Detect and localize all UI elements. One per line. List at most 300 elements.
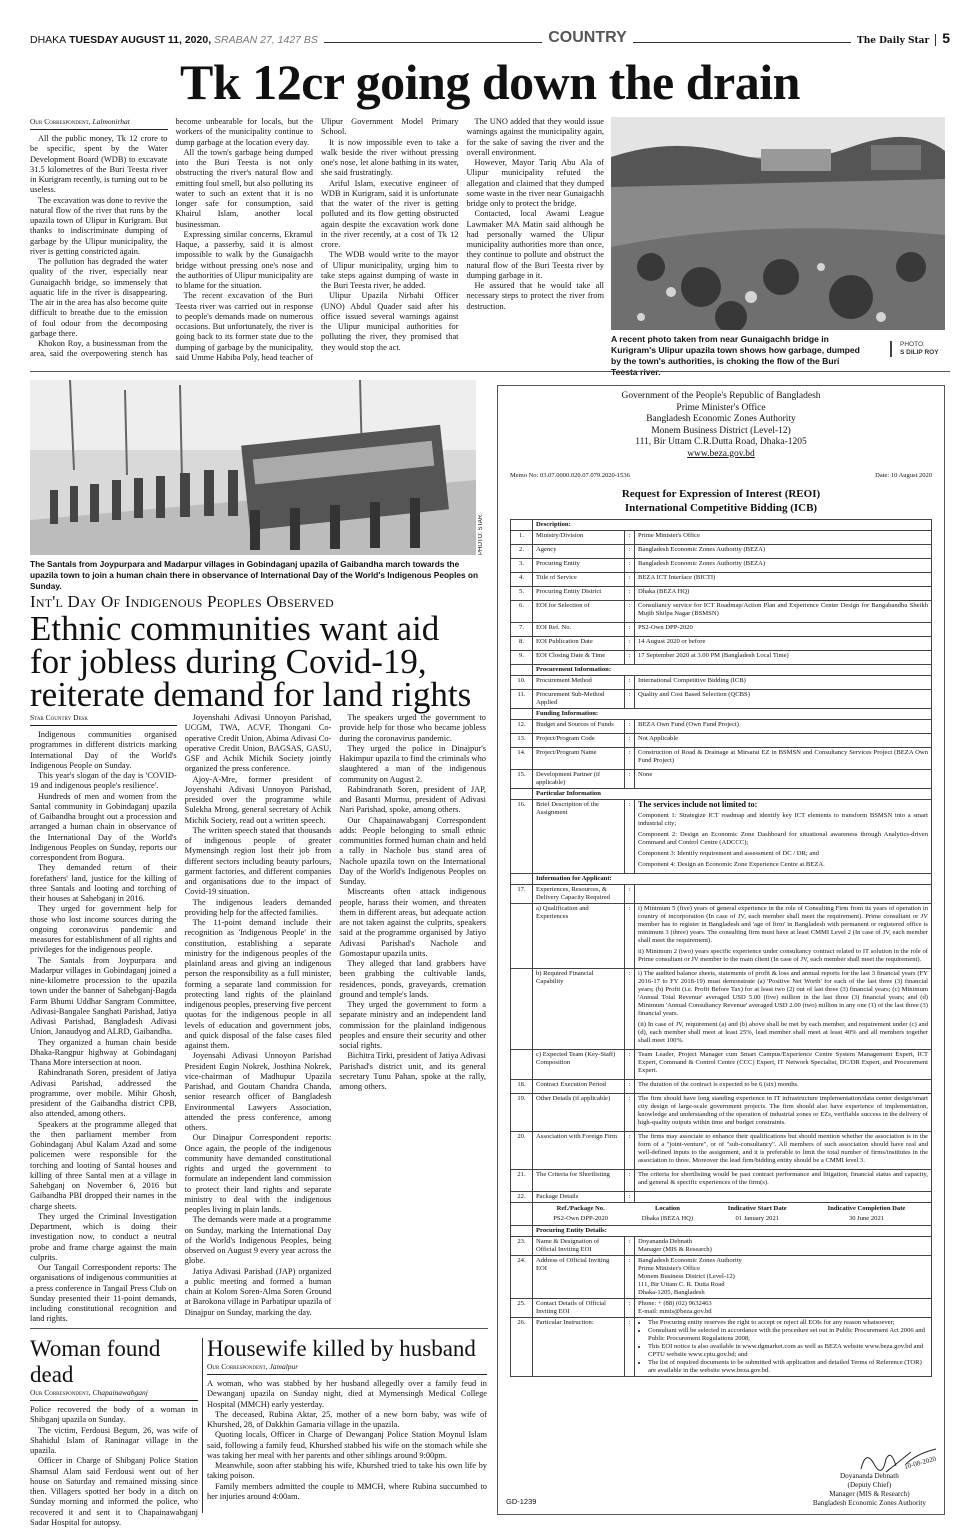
paragraph: Joyensahi Adivasi Unnoyon Parishad President Eugin Nokrek, Josthina Nokrek, vice-chairman of Madhupur Upazila Parishad, and Goutam Chandra Chanda, senior research officer of Bangladesh Environmental Lawyers Association, attended the press conference, among others. — [184, 1051, 332, 1132]
row-label: EOI for Selection of — [533, 601, 625, 623]
paragraph: The demands were made at a programme on Sunday, marking the International Day of the World's Indigenous Peoples, being observed on August 9 every year across the globe. — [184, 1215, 332, 1266]
colon: : — [625, 770, 635, 789]
package-cell: Dhaka (BEZA HQ) — [641, 1215, 694, 1222]
row-label: Agency — [533, 545, 625, 559]
row-value — [635, 734, 932, 748]
paragraph: Indigenous communities organised programmes in different districts marking International Day of the World's Indigenous People on Sunday. — [30, 730, 177, 770]
instruction-item: • This EOI notice is also available in www.dgmarket.com as well as BEZA website www.beza.gov.bd and CPTU website www.cptu.gov.bd; and — [648, 1343, 928, 1359]
row-number: 1. — [511, 531, 533, 545]
woman-body — [30, 1405, 198, 1528]
table-row — [511, 1094, 932, 1132]
paragraph: Khokon Roy, a businessman from the area, said the overpowering stench has become unbearable for locals, but the workers of the municipality continue to dump garbage at the location every day. — [30, 117, 313, 359]
colon: : — [625, 885, 635, 904]
table-row — [511, 559, 932, 573]
paragraph: The Santals from Joypurpara and Madarpur villages in Gobindaganj joined a nine-kilometre procession to the upazila town under the banner of Sahebganj-Bagda Farm Bhumi Uddhar Sangram Committee, Adivasi-Bangalee Sanghati Parishad, Jatiya Adivasi Parishad, Bangladesh Adivasi Union, Janaudyog and ALRD, Gaibandha. — [30, 955, 177, 1037]
value-line: Bangladesh Economic Zones Authority (BEZA) — [638, 560, 766, 567]
procession-photo-caption: The Santals from Joypurpara and Madarpur villages in Gobindaganj upazila of Gaibandha march towards the upazila town to join a human chain there in observance of International Day of the World's Indigenous Peoples on Sunday. — [30, 559, 479, 591]
table-row — [511, 969, 932, 1050]
row-number: 10. — [511, 676, 533, 690]
section-heading: Particular Information — [533, 789, 932, 800]
value-line: International Competitive Bidding (ICB) — [638, 677, 746, 684]
row-value — [635, 531, 932, 545]
package-cell: PS2-Own DPP-2020 — [553, 1215, 609, 1222]
value-line: PS2-Own DPP-2020 — [638, 624, 693, 631]
lead-article — [30, 117, 604, 367]
letterhead-line: Monem Business District (Level-12) — [651, 425, 791, 436]
value-line: None — [638, 771, 653, 778]
value-line: (ii) In case of JV, requirement (a) and (b) above shall be met by each member, and requirement under (c) and (d), each member shall meet at least 25%, lead member shall meet at least 40% and all members together shall meet 100%. — [638, 1021, 928, 1044]
table-row — [511, 545, 932, 559]
table-row — [511, 789, 932, 800]
colon: : — [625, 545, 635, 559]
procession-photo-image — [30, 380, 476, 555]
row-label: b) Required Financial Capability — [533, 969, 625, 1050]
row-value — [635, 1237, 932, 1256]
row-label: Contact Details of Official Inviting EOI — [533, 1299, 625, 1318]
row-label: Procuring Entity District — [533, 587, 625, 601]
value-line: i) The audited balance sheets, statements of profit & loss and annual reports for the last 3 financial years (FY 2016-17 to FY 2018-19) must demonstrate (a) 'Positive Net Worth' for each of the last three (3) financial years; (b) Profit (i.e. Profit Before Tax) for at least two (2) out of last three (3) financial years; (c) Minimum 'Annual Total Revenue' averaged USD 5.00 (five) million in the last three (3) financial years; and (d) Minimum 'Annual Consultancy Revenue' averaged USD 2.00 (two) million in any one (1) of the last three (3) financial years. — [638, 970, 928, 1017]
value-line: BEZA Own Fund (Own Fund Project) — [638, 721, 739, 728]
paragraph: The written speech stated that thousands of indigenous people of greater Mymensingh region lost their job from different sectors including beauty parlours, garment factories, and different companies and organisations due to the impact of Covid-19 situation. — [184, 825, 332, 897]
row-label: Project/Program Code — [533, 734, 625, 748]
instruction-item: • The list of required documents to be submitted with application and detailed Terms of Reference (TOR) are available in the website www.beza.gov.bd. — [648, 1359, 928, 1375]
paragraph: Meanwhile, soon after stabbing his wife, Khurshed tried to take his own life by taking poison. — [207, 1461, 487, 1481]
paragraph: Ulipur Upazila Nirbahi Officer (UNO) Abdul Quader said after his office issued several warnings against the Ulipur municipal authorities for polluting the river, they promised that they would stop the act. — [321, 291, 459, 352]
row-label: Experiences, Resources, & Delivery Capacity Required — [533, 885, 625, 904]
paragraph: Ajoy-A-Mre, former president of Joyenshahi Adivasi Unnoyon Parishad, presided over the programme while Sulekha Mrong, general secretary of Achik Michik Society, read out a written speech. — [184, 774, 332, 825]
row-number: 14. — [511, 748, 533, 770]
paragraph: Miscreants often attack indigenous people, harass their women, and threaten them in different areas, but adequate action are not taken against the culprits, speakers said at the programme organised by Jatiyo Adivasi Parishad's Nachole and Gomostapur upazila units. — [339, 887, 486, 958]
paragraph: He assured that he would take all necessary steps to protect the river from destruction. — [466, 281, 604, 311]
table-row — [511, 885, 932, 904]
value-line: Component 1: Strategize ICT roadmap and identify key ICT elements to transform BSMSN into a smart industrial city; — [638, 812, 928, 827]
value-line: The services include not limited to: — [638, 800, 758, 809]
row-number: 2. — [511, 545, 533, 559]
row-number — [511, 969, 533, 1050]
package-column-header: Indicative Completion Date — [827, 1205, 906, 1212]
section-heading: Description: — [533, 520, 932, 531]
colon: : — [625, 1192, 635, 1203]
section-name: COUNTRY — [548, 29, 627, 46]
table-row — [511, 573, 932, 587]
row-value — [635, 904, 932, 969]
row-number: 3. — [511, 559, 533, 573]
paragraph: Police recovered the body of a woman in Shibganj upazila on Sunday. — [30, 1405, 198, 1425]
instruction-list — [638, 1319, 928, 1375]
row-value — [635, 623, 932, 637]
colon: : — [625, 969, 635, 1050]
row-value — [635, 1132, 932, 1170]
value-line: Construction of Road & Drainage at Mirsarai EZ in BSMSN and Consultancy Services Project (BEZA Own Fund Project) — [638, 749, 928, 764]
package-cell: 30 June 2021 — [848, 1215, 885, 1222]
colon: : — [625, 748, 635, 770]
row-label: EOI Closing Date & Time — [533, 651, 625, 665]
paragraph: They urged the police in Dinajpur's Hakimpur upazila to find the criminals who slaughtered a man of the indigenous community on August 2. — [339, 743, 486, 784]
paragraph: Jatiya Adivasi Parishad (JAP) organized a public meeting and formed a human chain at Kolom Soren-Alma Soren Ground at Barokona village in Parbatipur upazila of Dinajpur on Sunday, marking the day. — [184, 1266, 332, 1317]
housewife-headline: Housewife killed by husband — [207, 1336, 476, 1361]
row-number: 19. — [511, 1094, 533, 1132]
section-divider — [30, 1328, 488, 1329]
row-number: 21. — [511, 1170, 533, 1192]
paragraph: They alleged that land grabbers have been grabbing the cultivable lands, residences, ponds, graveyards, cremation ground and temple's lands. — [339, 959, 486, 999]
colon: : — [625, 587, 635, 601]
table-row — [511, 531, 932, 545]
memo-line — [510, 472, 932, 480]
package-details-row — [511, 1203, 932, 1226]
header-rule — [633, 42, 851, 43]
row-number: 22. — [511, 1192, 533, 1203]
row-number: 23. — [511, 1237, 533, 1256]
row-label: Development Partner (if applicable) — [533, 770, 625, 789]
row-number: 11. — [511, 690, 533, 709]
lead-headline: Tk 12cr going down the drain — [180, 54, 800, 110]
gd-number: GD-1239 — [506, 1497, 537, 1506]
row-value — [635, 1192, 932, 1203]
paragraph: The recent excavation of the Buri Teesta river was carried out in response to people's demands made on numerous occasions. But unfortunately, the river is going back to its former state due to the dumping of garbage by the municipality, said Umme Habiba Poly, head teacher of Ulipur Government Model Primary School. — [175, 117, 459, 362]
paragraph: The WDB would write to the mayor of Ulipur municipality, urging him to take steps against dumping of waste in the Buri Teesta river, he added. — [321, 250, 459, 290]
paragraph: They demanded return of their forefathers' land, justice for the killing of three Santals and looting and torching of their houses at Sahebganj in 2016. — [30, 863, 177, 903]
paragraph: The 11-point demand include their recognition as 'Indigenous People' in the constitution, establishing a separate ministry for the indigenous peoples of the plainland areas and giving an indigenous person the responsibility as a full minister, forming a separate land commission for protecting land rights of the plainland indigenous peoples, preserving five percent quotas for the indigenous people in all levels of education and government jobs, and quick disposal of the false cases filed against them. — [184, 918, 332, 1050]
row-number: 13. — [511, 734, 533, 748]
value-line: i) Minimum 5 (five) years of general experience in the role of Consulting Firm from its years of operation in country of incorporation (In case of JV, each member shall meet the requirement). Prime consultant or JV member has to register in Bangladesh and 'age of firm' in Bangladesh with permanent or registered office is minimum 3 (three) years. The consulting firm must have at least CMMI Level 2 (In case of JV, each member shall meet the requirement). — [638, 905, 928, 944]
colon: : — [625, 559, 635, 573]
paragraph: Hundreds of men and women from the Santal community in Gobindaganj upazila of Gaibandha brought out a procession and arranged a human chain in observance of the International Day of the World's Indigenous Peoples on Sunday, reports our correspondent from Bogura. — [30, 791, 177, 862]
letterhead-line: 111, Bir Uttam C.R.Dutta Road, Dhaka-1205 — [635, 437, 807, 447]
row-value — [635, 573, 932, 587]
colon: : — [625, 1094, 635, 1132]
table-row — [511, 1256, 932, 1299]
paragraph: All the public money, Tk 12 crore to be specific, spent by the Water Development Board (WDB) to excavate 31.5 kilometres of the Buri Teesta river in Kurigram recently, is turning out to be useless. — [30, 134, 168, 195]
row-number: 4. — [511, 573, 533, 587]
header-city: DHAKA — [30, 34, 67, 46]
row-value — [635, 770, 932, 789]
row-value — [635, 885, 932, 904]
table-row — [511, 665, 932, 676]
paragraph: Our Chapainawabganj Correspondent adds: People belonging to small ethnic communities formed human chain and held a rally in Nachole bus stand area of Nachole upazila town on the International Day of the World's Indigenous Peoples on Sunday. — [339, 815, 486, 886]
value-line: The duration of the contract is expected to be 6 (six) months. — [638, 1081, 799, 1088]
row-value — [635, 1094, 932, 1132]
colon: : — [625, 904, 635, 969]
value-line: 111, Bir Uttam C. R. Dutta Road — [638, 1281, 725, 1288]
table-row — [511, 651, 932, 665]
row-number: 26. — [511, 1318, 533, 1377]
row-value — [635, 637, 932, 651]
eoi-table — [510, 519, 932, 1377]
svg-text:10-08-2020: 10-08-2020 — [903, 1454, 938, 1471]
notice-title: Request for Expression of Interest (REOI) — [621, 488, 821, 500]
paragraph: The excavation was done to revive the natural flow of the river that runs by the upazila town of Ulipur in Kurigram. But thanks to indiscriminate dumping of garbage by the Ulipur municipality, the river is getting constricted again. — [30, 195, 168, 256]
table-row — [511, 748, 932, 770]
signatory-block — [813, 1472, 926, 1508]
housewife-byline: Our Correspondent, Jamalpur — [207, 1362, 487, 1375]
signatory-line: Doyananda Debnath — [839, 1472, 899, 1480]
row-label: EOI Publication Date — [533, 637, 625, 651]
beza-eoi-notice — [497, 385, 945, 1515]
paragraph: They urged the government to form a separate ministry and an independent land commission for the plainland indigenous peoples and ensure their security and other social rights. — [339, 1000, 486, 1050]
river-photo-credit: PHOTO: S DILIP ROY — [890, 341, 950, 357]
value-line: Bangladesh Economic Zones Authority — [638, 1257, 742, 1264]
lead-body — [30, 117, 604, 367]
colon: : — [625, 1170, 635, 1192]
paragraph: Contacted, local Awami League Lawmaker MA Matin said although he had personally warned the Ulipur municipality authorities more than once, they continue to pollute and obstruct the natural flow of the Buri Teesta river by dumping garbage in it. — [466, 209, 604, 280]
ethnic-kicker: Int'l Day Of Indigenous Peoples Observed — [30, 592, 334, 611]
paragraph: Ariful Islam, executive engineer of WDB in Kurigram, said it is unfortunate that the water of the river is getting polluted and its flow getting obstructed again despite the excavation work done in the river recently, at a cost of Tk 12 crore. — [321, 178, 459, 249]
signatory-line: (Deputy Chief) — [847, 1481, 892, 1489]
letterhead-line: Government of the People's Republic of Bangladesh — [621, 391, 821, 401]
row-value — [635, 676, 932, 690]
row-label: Particular Instruction: — [533, 1318, 625, 1377]
row-number: 12. — [511, 720, 533, 734]
colon: : — [625, 690, 635, 709]
row-value — [635, 1050, 932, 1080]
row-label: Brief Description of the Assignment — [533, 800, 625, 874]
letterhead-line: Bangladesh Economic Zones Authority — [646, 414, 796, 424]
table-row — [511, 1192, 932, 1203]
column-divider — [202, 1338, 203, 1513]
row-label: Address of Official Inviting EOI — [533, 1256, 625, 1299]
letterhead-line: Prime Minister's Office — [676, 402, 766, 413]
row-number — [511, 1050, 533, 1080]
row-label: Contract Execution Period — [533, 1080, 625, 1094]
value-line: Consultancy service for ICT Roadmap/Action Plan and Experience Center Design for Bangabandhu Sheikh Mujib Shilpa Nagar (BSMSN) — [638, 602, 928, 617]
package-column-header: Ref./Package No. — [556, 1205, 605, 1212]
table-row — [511, 1132, 932, 1170]
value-line: Team Leader, Project Manager cum Smart Campus/Experience Centre System Management Expert, ICT Expert, Command & Control Centre (CCC) Expert, IT Network Specialist, DC/DR Expert, and Procurement Expert. — [638, 1051, 928, 1074]
colon: : — [625, 1080, 635, 1094]
ethnic-headline: Ethnic communities want aid for jobless during Covid-19, reiterate demand for land rights — [30, 609, 472, 714]
page-header — [30, 30, 950, 46]
table-row — [511, 1226, 932, 1237]
notice-website[interactable]: www.beza.gov.bd — [687, 448, 755, 459]
row-label: Procurement Method — [533, 676, 625, 690]
row-label: a) Qualification and Experiences — [533, 904, 625, 969]
lead-byline: Our Correspondent, Lalmonirhat — [30, 117, 168, 130]
section-heading: Information for Applicant: — [533, 874, 932, 885]
value-line: Dhaka-1205, Bangladesh — [638, 1289, 705, 1296]
table-row — [511, 874, 932, 885]
woman-byline: Our Correspondent, Chapainawabganj — [30, 1388, 198, 1401]
river-photo-caption: A recent photo taken from near Gunaigachh bridge in Kurigram's Ulipur upazila town shows how garbage, dumped by the town's authorities, is choking the flow of the Buri Teesta river. — [611, 334, 860, 377]
row-label: Package Details — [533, 1192, 625, 1203]
colon: : — [625, 573, 635, 587]
row-number: 16. — [511, 800, 533, 874]
table-row — [511, 800, 932, 874]
value-line: Doyananda Debnath — [638, 1238, 693, 1245]
table-row — [511, 676, 932, 690]
header-date: TUESDAY AUGUST 11, 2020, — [69, 34, 212, 46]
section-heading: Procurement Information: — [533, 665, 932, 676]
row-value — [635, 1299, 932, 1318]
row-label: Procuring Entity — [533, 559, 625, 573]
table-row — [511, 1170, 932, 1192]
housewife-body — [207, 1379, 487, 1502]
paragraph: The victim, Ferdousi Begum, 26, was wife of Shahidul Islam of Raninagar village in the upazila. — [30, 1425, 198, 1455]
value-line: Not Applicable — [638, 735, 679, 742]
notice-letterhead — [510, 391, 932, 449]
table-row — [511, 734, 932, 748]
colon: : — [625, 734, 635, 748]
row-number: 24. — [511, 1256, 533, 1299]
instruction-item: • The Procuring entity reserves the right to accept or reject all EOIs for any reason whatsoever; — [648, 1319, 928, 1327]
table-row — [511, 1237, 932, 1256]
row-number — [511, 904, 533, 969]
row-label: EOI Ref. No. — [533, 623, 625, 637]
row-number: 5. — [511, 587, 533, 601]
colon: : — [625, 651, 635, 665]
river-photo-image — [611, 117, 945, 330]
package-row — [536, 1214, 928, 1224]
package-header — [536, 1204, 928, 1214]
value-line: Bangladesh Economic Zones Authority (BEZA) — [638, 546, 766, 553]
value-line: Prime Minister's Office — [638, 1265, 700, 1272]
table-row: 26. Particular Instruction: : • The Procuring entity reserves the right to accept or reject all EOIs for any reason whatsoever; • Consultant will be selected in accordance with the procedure set out in Public Procurement Act 2006 and Public Procurement Regulations 2008; • This EOI notice is also available in www.dgmarket.com as well as BEZA website www.beza.gov.bd and CPTU website www.cptu.gov.bd; and • The list of required documents to be submitted with application and detailed Terms of Reference (TOR) are available in the website www.beza.gov.bd. — [511, 1318, 932, 1377]
value-line: Phone: + (88) (02) 9632463 — [638, 1300, 712, 1307]
ethnic-body — [30, 713, 486, 1325]
woman-found-dead-article — [30, 1336, 198, 1528]
row-label: Association with Foreign Firm — [533, 1132, 625, 1170]
signatory-line: Manager (MIS & Research) — [829, 1490, 910, 1498]
table-row — [511, 720, 932, 734]
value-line: Monem Business District (Level-12) — [638, 1273, 735, 1280]
paragraph: Expressing similar concerns, Ekramul Haque, a passerby, said it is almost impossible to walk by the Gunaigachh bridge without pressing one's nose and the authorities of Ulipur municipality are to blame for the situation. — [175, 229, 313, 290]
paragraph: However, Mayor Tariq Abu Ala of Ulipur municipality refuted the allegation and claimed that they dumped some waste in the river near Gunaigachh bridge only to protect the bridge. — [466, 158, 604, 208]
row-label: Budget and Sources of Funds — [533, 720, 625, 734]
paragraph: This year's slogan of the day is 'COVID-19 and indigenous people's resilience'. — [30, 771, 177, 791]
row-number: 25. — [511, 1299, 533, 1318]
table-row — [511, 601, 932, 623]
section-divider — [30, 371, 950, 372]
paragraph: Joyenshahi Adivasi Unnoyon Parishad, UCGM, TWA, ACVF, Thongani Co-operative Credit Union, Abima Adivasi Co-operative Credit Union, BAGSAS, GASU, GSF and Achik Michik Society jointly organized the press conference. — [184, 713, 332, 774]
paragraph: The UNO added that they would issue warnings against the municipality again, for the sake of saving the river and the overall environment. — [466, 117, 604, 157]
paragraph: They urged for government help for those who lost income sources during the ongoing coronavirus pandemic and measures for establishment of all rights and privileges for the indigenous people. — [30, 904, 177, 955]
paragraph: Quoting locals, Officer in Charge of Dewanganj Police Station Moynul Islam said, following a family feud, Khurshed stabbed his wife on the stomach while she was taking her meal with her parents and other siblings around 9:00pm. — [207, 1430, 487, 1460]
value-line: Prime Minister's Office — [638, 532, 700, 539]
row-value — [635, 601, 932, 623]
package-table — [536, 1204, 928, 1224]
memo-number: Memo No: 03.07.0000.020.07.079.2020-1536 — [510, 472, 630, 479]
paragraph: The pollution has degraded the water quality of the river, especially near Gunaigachh bridge, so immensely that aquatic life in the river is disappearing. The air in the area has also become quite difficult to breathe due to the emission of foul odour from the decomposing garbage there. — [30, 257, 168, 338]
row-value — [635, 800, 932, 874]
row-number: 20. — [511, 1132, 533, 1170]
paragraph: They organized a human chain beside Dhaka-Rangpur highway at Gobindaganj Thana More intersection at noon. — [30, 1037, 177, 1067]
paragraph: Officer in Charge of Shibganj Police Station Shamsul Alam said Ferdousi went out of her house on Saturday and remained missing since then. Villagers spotted her body in a ditch on Sunday morning and informed the police, who recovered it and sent it to Chapainawabganj Sadar Hospital for autopsy. — [30, 1456, 198, 1527]
row-number: 17. — [511, 885, 533, 904]
row-number: 8. — [511, 637, 533, 651]
value-line: 14 August 2020 or before — [638, 638, 706, 645]
value-line: Dhaka (BEZA HQ) — [638, 588, 690, 595]
ethnic-byline: Star Country Desk — [30, 713, 177, 726]
colon: : — [625, 720, 635, 734]
row-label: Name & Designation of Official Inviting EOI — [533, 1237, 625, 1256]
table-row — [511, 637, 932, 651]
section-heading: Funding Information: — [533, 709, 932, 720]
row-value — [635, 720, 932, 734]
row-number: 9. — [511, 651, 533, 665]
value-line: Component 3: Identify requirement and assessment of DC / DR; and — [638, 850, 819, 857]
paragraph: Our Dinajpur Correspondent reports: Once again, the people of the indigenous community have demanded constitutional rights and urged the government to formulate an independent land commission to protect their land rights and separate ministry to deal with the indigenous peoples living in plain lands. — [184, 1133, 332, 1214]
paragraph: It is now impossible even to take a walk beside the river without pressing one's nose, let alone bathing in its water, she said frustratingly. — [321, 137, 459, 178]
colon: : — [625, 531, 635, 545]
colon: : — [625, 1050, 635, 1080]
paragraph: Rabindranath Soren, president of Jatiya Adivasi Parishad, addressed the programme, over mobile. Mihir Ghosh, president of the Gaibandha district CPB, also attended, among others. — [30, 1068, 177, 1119]
row-value — [635, 1256, 932, 1299]
row-label: The Criteria for Shortlisting — [533, 1170, 625, 1192]
paragraph: Our Tangail Correspondent reports: The organisations of indigenous communities at a press conference in Tangail Press Club on Sunday presented their 11-point demands, including constitutional recognition and land rights. — [30, 1263, 177, 1324]
instruction-item: • Consultant will be selected in accordance with the procedure set out in Public Procurement Act 2006 and Public Procurement Regulations 2008; — [648, 1327, 928, 1343]
table-row — [511, 1299, 932, 1318]
table-row — [511, 587, 932, 601]
row-value — [635, 559, 932, 573]
colon: : — [625, 1132, 635, 1170]
row-label: c) Expected Team (Key-Staff) Composition — [533, 1050, 625, 1080]
paragraph: Bichitra Tirki, president of Jatiya Adivasi Parishad's district unit, and its general secretary Tunu Pahan, spoke at the rally, among others. — [339, 1051, 486, 1091]
table-row — [511, 623, 932, 637]
colon: : — [625, 1299, 635, 1318]
colon: : — [625, 637, 635, 651]
value-line: Manager (MIS & Research) — [638, 1246, 712, 1253]
package-column-header: Indicative Start Date — [727, 1205, 787, 1212]
paragraph: All the town's garbage being dumped into the Buri Teesta is not only obstructing the river's natural flow and emitting foul smell, but also polluting its water to such an extent that it is no longer safe for consumption, said Khairul Islam, another local businessman. — [175, 147, 313, 229]
value-line: The firm should have long standing experience in IT infrastructure implementation/data center design/smart city design of large-scale government projects. The firm should also have experience of implementation, knowledge and understanding of the operation of industrial zones or EZs, verifiable success in the delivery of high-quality outputs within time and budget constraints. — [638, 1095, 928, 1126]
woman-headline: Woman found dead — [30, 1336, 161, 1387]
row-value — [635, 1170, 932, 1192]
row-label: Title of Service — [533, 573, 625, 587]
signature — [856, 1444, 938, 1474]
value-line: BEZA ICT Interface (BICTI) — [638, 574, 716, 581]
row-label: Ministry/Division — [533, 531, 625, 545]
paragraph: They urged the Criminal Investigation Department, which is doing their investigation now, to conduct a neutral probe and frame charge against the main culprits. — [30, 1211, 177, 1262]
header-bangla-date: SRABAN 27, 1427 BS — [214, 34, 318, 46]
row-label: Project/Program Name — [533, 748, 625, 770]
procession-photo — [30, 380, 476, 555]
row-value — [635, 587, 932, 601]
paragraph: A woman, who was stabbed by her husband allegedly over a family feud in Dewanganj upazila on Sunday night, died at Mymensingh Medical College Hospital (MMCH) early yesterday. — [207, 1379, 487, 1409]
row-value — [635, 969, 932, 1050]
row-number: 7. — [511, 623, 533, 637]
value-line: 17 September 2020 at 3.00 PM (Bangladesh Local Time) — [638, 652, 789, 659]
colon: : — [625, 623, 635, 637]
table-row — [511, 520, 932, 531]
colon: : — [625, 676, 635, 690]
package-cell: 01 January 2021 — [735, 1215, 780, 1222]
row-label: Procurement Sub-Method Applied — [533, 690, 625, 709]
value-line: The firms may associate to enhance their qualifications but should mention whether the association is in the form of a "joint-venture", or of "sub-consultancy". All members of such association should have real and well-defined inputs to the assignment, and it is preferable to limit the total number of firms/institutes in the association to three. Moreover the lead firm/bidding entity should be a CMMI level 3. — [638, 1133, 928, 1164]
table-row — [511, 770, 932, 789]
row-number: 6. — [511, 601, 533, 623]
table-row — [511, 904, 932, 969]
value-line: ii) Minimum 2 (two) years specific experience under consultancy contract related to IT solution in the role of Prime consultant or JV member to the main client (In case of JV, each member shall meet the requirement). — [638, 948, 928, 963]
row-value — [635, 748, 932, 770]
paragraph: The indigenous leaders demanded providing help for the affected families. — [184, 897, 332, 917]
value-line: Quality and Cost Based Selection (QCBS) — [638, 691, 750, 698]
colon: : — [625, 1237, 635, 1256]
notice-subtitle: International Competitive Bidding (ICB) — [624, 502, 818, 514]
table-row — [511, 1050, 932, 1080]
value-line: E-mail: mmis@beza.gov.bd — [638, 1308, 712, 1315]
value-line: Component 4: Design an Economic Zone Experience Centre at BEZA. — [638, 861, 825, 868]
value-line: The criteria for shortlisting would be past contract performance and litigation, financial status and capacity, and general & specific experiences of the firm(s). — [638, 1171, 928, 1186]
row-value — [635, 651, 932, 665]
paragraph: Family members admitted the couple to MMCH, where Rubina succumbed to her injuries around 4:00am. — [207, 1481, 487, 1501]
row-number: 18. — [511, 1080, 533, 1094]
paragraph: The speakers urged the government to provide help for those who became jobless during the coronavirus pandemic. — [339, 713, 486, 743]
colon: : — [625, 800, 635, 874]
colon: : — [625, 1256, 635, 1299]
table-row — [511, 1080, 932, 1094]
memo-date: Date: 10 August 2020 — [875, 472, 932, 479]
colon: : — [625, 601, 635, 623]
row-number: 15. — [511, 770, 533, 789]
